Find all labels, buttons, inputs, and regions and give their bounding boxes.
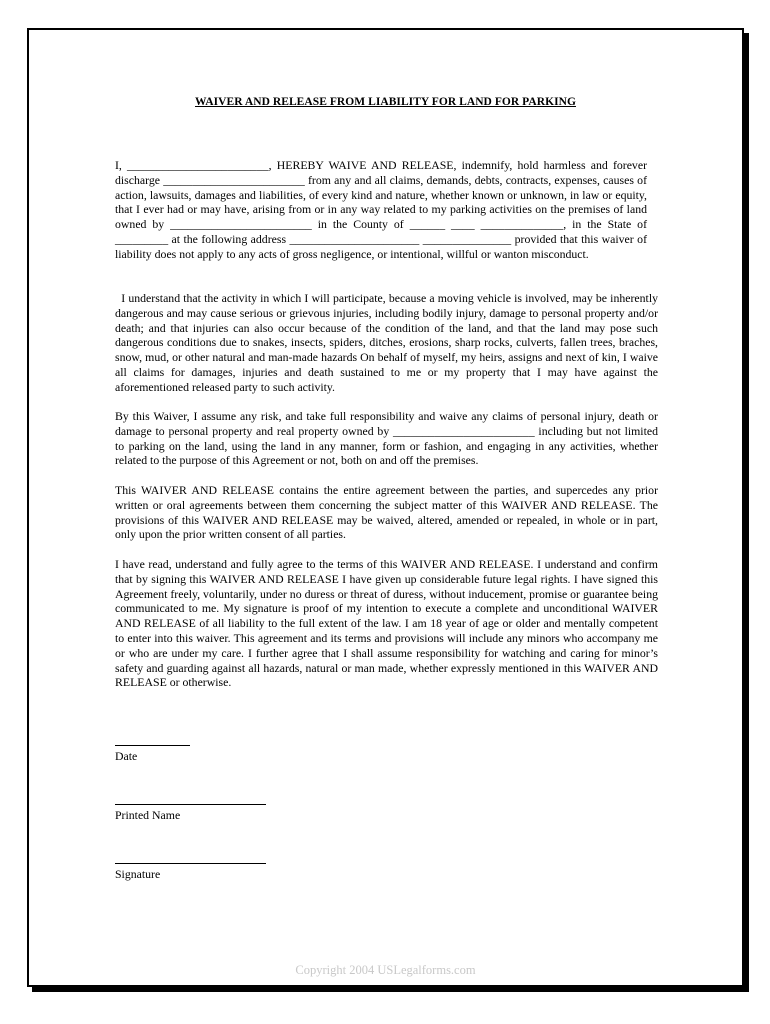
paragraph-release: I, ________________________, HEREBY WAIVE AND RELEASE, indemnify, hold harmless and forever discharge ________________________ from any and all claims, demands, debts, contracts, expenses, causes of action, lawsuits, damages and liabilities, of every kind and nature, whether known or unknown, in law or equity, that I ever had or may have, arising from or in any way related to my parking activities on the premises of land owned by ________________________ in the County of ______ ____ ______________, in the State of _________ at the following address ______________________ _______________ provided that this waiver of liability does not apply to any acts of gross negligence, or intentional, willful or wanton misconduct. [115, 158, 647, 261]
paragraph-assume-risk: By this Waiver, I assume any risk, and take full responsibility and waive any claims of personal injury, death or damage to personal property and real property owned by ________________________ including but not limited to parking on the land, using the land in any manner, form or fashion, and engaging in any activities, whether related to the purpose of this Agreement or not, both on and off the premises. [115, 409, 658, 468]
document-title: WAIVER AND RELEASE FROM LIABILITY FOR LAND FOR PARKING [195, 96, 576, 108]
copyright-footer: Copyright 2004 USLegalforms.com [295, 963, 476, 977]
paragraph-risk-understanding: I understand that the activity in which I will participate, because a moving vehicle is involved, may be inherently dangerous and may cause serious or grievous injuries, including bodily injury, damage to personal property and/or death; and that injuries can also occur because of the condition of the land, and that the land may pose such dangerous conditions due to snakes, insects, spiders, ditches, erosions, sharp rocks, culverts, fallen trees, braches, snow, mud, or other natural and man-made hazards On behalf of myself, my heirs, assigns and next of kin, I waive all claims for damages, injuries and death sustained to me or my property that I may have against the aforementioned released party to such activity. [115, 291, 658, 394]
document-page [27, 28, 744, 987]
printed-name-label: Printed Name [115, 808, 181, 822]
printed-name-field[interactable] [115, 804, 266, 823]
date-line [115, 745, 190, 746]
paragraph-acknowledgement: I have read, understand and fully agree to the terms of this WAIVER AND RELEASE. I understand and confirm that by signing this WAIVER AND RELEASE I have given up considerable future legal rights. I have signed this Agreement freely, voluntarily, under no duress or threat of duress, without inducement, promise or guarantee being communicated to me. My signature is proof of my intention to execute a complete and unconditional WAIVER AND RELEASE of all liability to the full extent of the law. I am 18 year of age or older and mentally competent to enter into this waiver. This agreement and its terms and provisions will include any minors who accompany me or who are under my care. I further agree that I shall assume responsibility for watching and caring for minor’s safety and guarding against all hazards, natural or man made, whether expressly mentioned in this WAIVER AND RELEASE or otherwise. [115, 557, 658, 690]
date-label: Date [115, 749, 138, 763]
signature-line [115, 863, 266, 864]
date-field[interactable] [115, 745, 190, 764]
paragraph-entire-agreement: This WAIVER AND RELEASE contains the entire agreement between the parties, and supercedes any prior written or oral agreements between them concerning the subject matter of this WAIVER AND RELEASE. The provisions of this WAIVER AND RELEASE may be waived, altered, amended or repealed, in whole or in part, only upon the prior written consent of all parties. [115, 483, 658, 542]
signature-label: Signature [115, 867, 161, 881]
printed-name-line [115, 804, 266, 805]
signature-field[interactable] [115, 863, 266, 882]
